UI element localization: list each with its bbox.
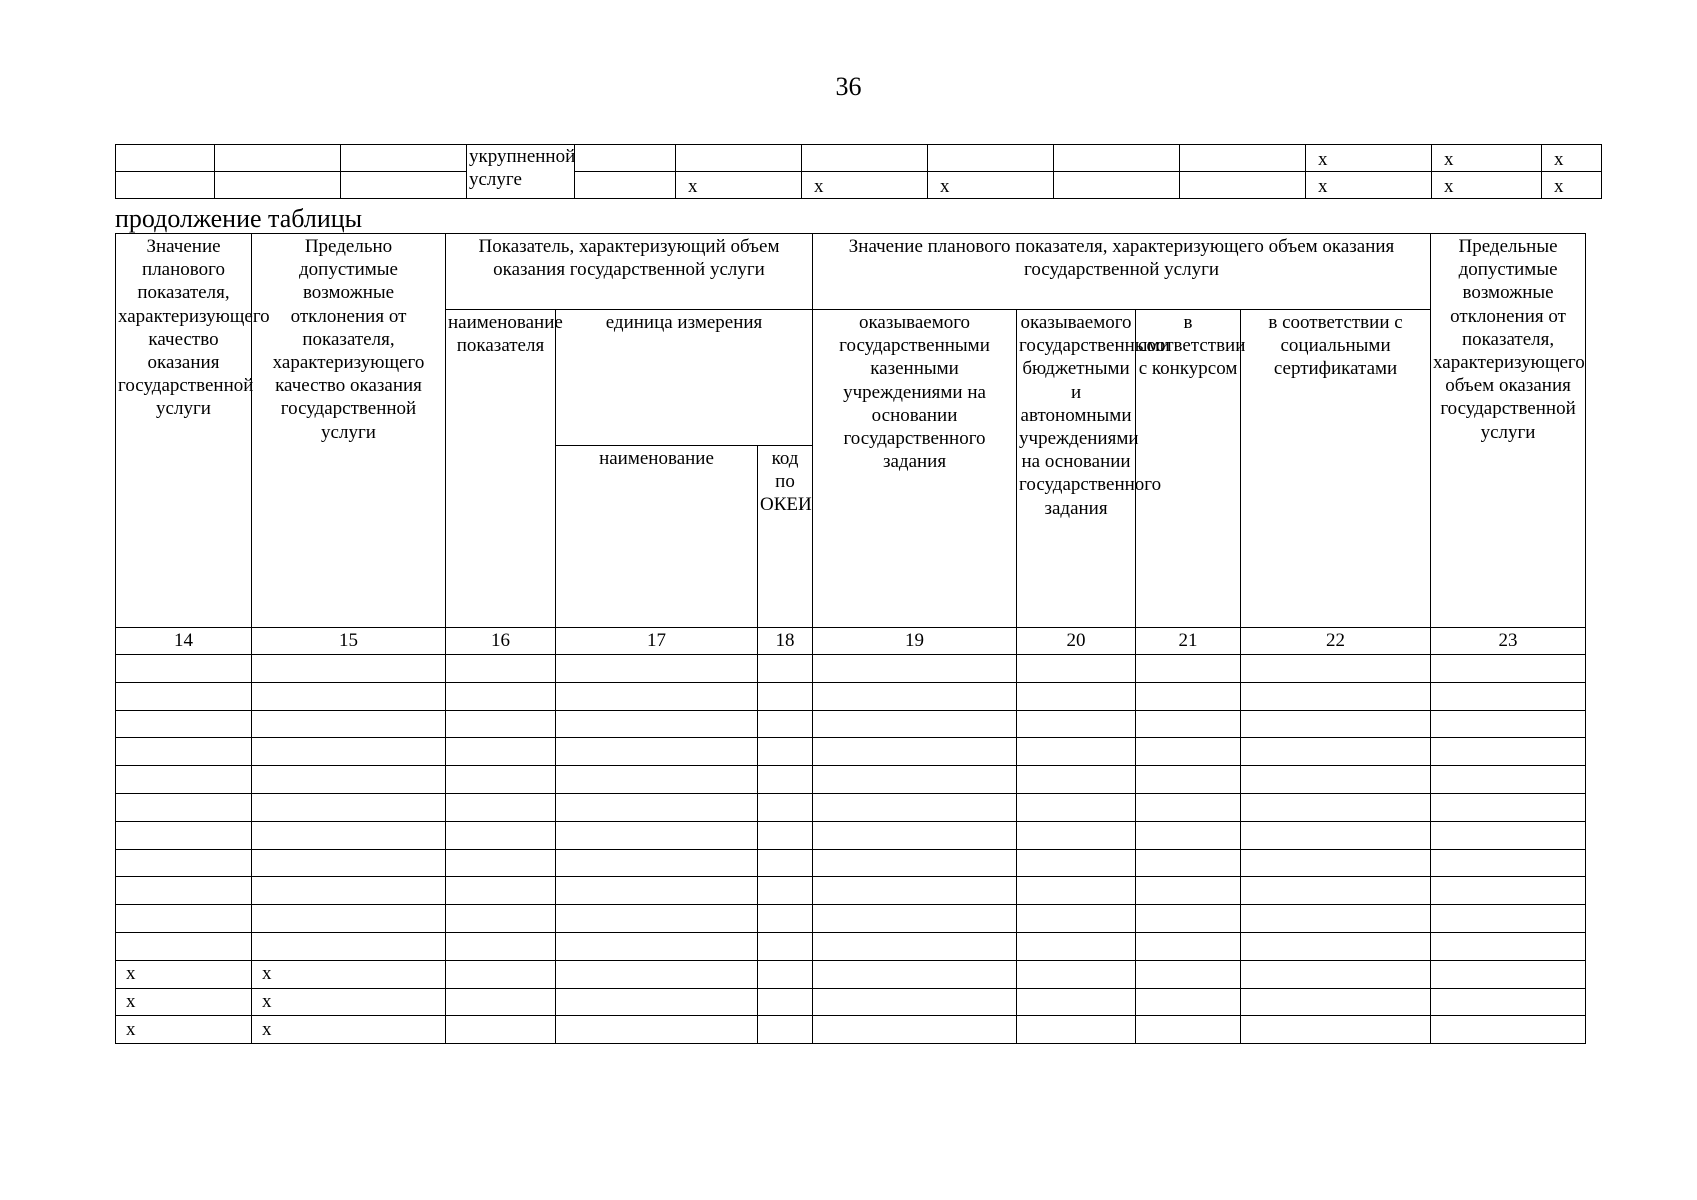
table-cell bbox=[1017, 738, 1136, 766]
table-cell bbox=[1241, 877, 1431, 905]
header-planned-value: Значение планового показателя, характеризующего объем оказания государственной услуги bbox=[813, 234, 1431, 310]
table-cell bbox=[1241, 710, 1431, 738]
table-cell bbox=[116, 738, 252, 766]
column-number: 18 bbox=[758, 628, 813, 655]
table-row bbox=[116, 960, 1586, 988]
table-cell bbox=[758, 1016, 813, 1044]
table-cell bbox=[446, 877, 556, 905]
table-cell bbox=[1017, 655, 1136, 683]
table-cell bbox=[758, 877, 813, 905]
table-cell bbox=[813, 905, 1017, 933]
x-cell: x bbox=[116, 1016, 252, 1044]
table-row bbox=[116, 932, 1586, 960]
table-cell bbox=[446, 655, 556, 683]
table-cell bbox=[1431, 905, 1586, 933]
table-cell bbox=[556, 849, 758, 877]
table-cell bbox=[446, 821, 556, 849]
column-number: 17 bbox=[556, 628, 758, 655]
table-cell bbox=[802, 145, 928, 172]
table-cell bbox=[341, 145, 467, 172]
table-cell bbox=[1136, 766, 1241, 794]
table-cell bbox=[116, 766, 252, 794]
table-row bbox=[116, 766, 1586, 794]
header-col20: оказываемого государственными бюджетными и автономными учреждениями на основании государственного задания bbox=[1017, 310, 1136, 628]
table-cell bbox=[252, 766, 446, 794]
table-cell bbox=[1136, 710, 1241, 738]
table-cell bbox=[446, 1016, 556, 1044]
table-cell bbox=[1431, 960, 1586, 988]
table-cell bbox=[758, 766, 813, 794]
table-cell bbox=[1241, 849, 1431, 877]
table-cell bbox=[252, 849, 446, 877]
table-cell bbox=[556, 988, 758, 1016]
table-cell bbox=[446, 960, 556, 988]
table-cell bbox=[215, 145, 341, 172]
table-cell bbox=[1136, 905, 1241, 933]
header-col22: в соответствии с социальными сертификатами bbox=[1241, 310, 1431, 628]
table-cell bbox=[116, 821, 252, 849]
x-cell: x bbox=[252, 988, 446, 1016]
table-row bbox=[116, 988, 1586, 1016]
table-cell bbox=[252, 682, 446, 710]
table-cell bbox=[1241, 1016, 1431, 1044]
table-cell bbox=[116, 932, 252, 960]
header-col23: Предельные допустимые возможные отклонения от показателя, характеризующего объем оказания государственной услуги bbox=[1431, 234, 1586, 628]
table-cell bbox=[1241, 821, 1431, 849]
x-cell: x bbox=[252, 960, 446, 988]
table-cell bbox=[1431, 932, 1586, 960]
table-row bbox=[116, 710, 1586, 738]
table-cell bbox=[813, 988, 1017, 1016]
table-cell bbox=[1241, 932, 1431, 960]
table-cell bbox=[1136, 932, 1241, 960]
table-cell bbox=[1431, 793, 1586, 821]
table-cell bbox=[813, 655, 1017, 683]
table-cell bbox=[1017, 766, 1136, 794]
table-cell bbox=[446, 682, 556, 710]
x-cell: x bbox=[1306, 145, 1432, 172]
header-col16: наименование показателя bbox=[446, 310, 556, 628]
table-cell bbox=[1431, 655, 1586, 683]
column-number: 15 bbox=[252, 628, 446, 655]
column-number: 19 bbox=[813, 628, 1017, 655]
table-cell bbox=[252, 710, 446, 738]
table-cell bbox=[446, 988, 556, 1016]
table-cell bbox=[813, 849, 1017, 877]
table-cell bbox=[116, 877, 252, 905]
table-cell bbox=[1017, 710, 1136, 738]
x-cell: x bbox=[1542, 145, 1602, 172]
table-row bbox=[116, 1016, 1586, 1044]
header-col14: Значение планового показателя, характеризующего качество оказания государственной услуги bbox=[116, 234, 252, 628]
table-cell bbox=[215, 172, 341, 199]
table-cell bbox=[556, 821, 758, 849]
table-cell bbox=[575, 145, 676, 172]
table-row bbox=[116, 905, 1586, 933]
table-cell bbox=[1136, 988, 1241, 1016]
table-cell bbox=[446, 710, 556, 738]
table-cell bbox=[116, 710, 252, 738]
x-cell: x bbox=[1432, 172, 1542, 199]
table-cell bbox=[758, 738, 813, 766]
table-cell bbox=[1431, 849, 1586, 877]
table-cell bbox=[1054, 145, 1180, 172]
x-cell: x bbox=[802, 172, 928, 199]
table-cell bbox=[928, 145, 1054, 172]
x-cell: x bbox=[252, 1016, 446, 1044]
table-cell bbox=[252, 932, 446, 960]
table-cell bbox=[1431, 738, 1586, 766]
table-cell bbox=[1241, 766, 1431, 794]
table-cell bbox=[813, 1016, 1017, 1044]
x-cell: x bbox=[1432, 145, 1542, 172]
table-cell bbox=[1241, 905, 1431, 933]
table-cell bbox=[446, 849, 556, 877]
header-row-1 bbox=[116, 234, 1586, 310]
top-row bbox=[116, 172, 1602, 199]
table-cell bbox=[758, 821, 813, 849]
main-table bbox=[115, 233, 1586, 1044]
x-cell: x bbox=[676, 172, 802, 199]
table-row bbox=[116, 738, 1586, 766]
table-cell bbox=[1136, 1016, 1241, 1044]
table-cell bbox=[556, 738, 758, 766]
table-cell bbox=[1017, 849, 1136, 877]
table-cell bbox=[446, 905, 556, 933]
table-cell bbox=[813, 710, 1017, 738]
table-cell bbox=[446, 766, 556, 794]
table-cell bbox=[1241, 738, 1431, 766]
table-cell bbox=[1431, 988, 1586, 1016]
table-cell bbox=[758, 905, 813, 933]
header-col21: в соответствии с конкурсом bbox=[1136, 310, 1241, 628]
table-cell bbox=[1017, 877, 1136, 905]
x-cell: x bbox=[116, 988, 252, 1016]
table-cell bbox=[116, 172, 215, 199]
x-cell: x bbox=[116, 960, 252, 988]
table-cell bbox=[116, 655, 252, 683]
table-row bbox=[116, 655, 1586, 683]
table-cell bbox=[116, 682, 252, 710]
table-cell bbox=[813, 738, 1017, 766]
table-cell bbox=[1054, 172, 1180, 199]
table-cell bbox=[1431, 1016, 1586, 1044]
table-row bbox=[116, 793, 1586, 821]
table-cell bbox=[1136, 738, 1241, 766]
table-cell bbox=[575, 172, 676, 199]
table-cell bbox=[813, 682, 1017, 710]
merged-service-cell: укрупненной услуге bbox=[467, 145, 575, 199]
column-number: 20 bbox=[1017, 628, 1136, 655]
table-cell bbox=[813, 877, 1017, 905]
table-cell bbox=[116, 849, 252, 877]
table-cell bbox=[813, 821, 1017, 849]
x-cell: x bbox=[1306, 172, 1432, 199]
table-cell bbox=[758, 849, 813, 877]
table-cell bbox=[1017, 960, 1136, 988]
top-table-fragment bbox=[115, 144, 1602, 199]
table-cell bbox=[813, 766, 1017, 794]
table-cell bbox=[1017, 682, 1136, 710]
table-cell bbox=[758, 988, 813, 1016]
table-cell bbox=[813, 960, 1017, 988]
table-cell bbox=[1241, 960, 1431, 988]
table-cell bbox=[758, 655, 813, 683]
table-cell bbox=[446, 932, 556, 960]
column-number-row bbox=[116, 628, 1586, 655]
table-cell bbox=[556, 877, 758, 905]
table-cell bbox=[116, 145, 215, 172]
table-cell bbox=[1180, 172, 1306, 199]
table-row bbox=[116, 877, 1586, 905]
table-cell bbox=[1241, 988, 1431, 1016]
table-cell bbox=[1431, 682, 1586, 710]
table-cell bbox=[1431, 766, 1586, 794]
table-cell bbox=[556, 682, 758, 710]
table-row bbox=[116, 821, 1586, 849]
header-volume-indicator: Показатель, характеризующий объем оказания государственной услуги bbox=[446, 234, 813, 310]
table-cell bbox=[556, 905, 758, 933]
table-cell bbox=[1241, 655, 1431, 683]
x-cell: x bbox=[1542, 172, 1602, 199]
column-number: 16 bbox=[446, 628, 556, 655]
table-cell bbox=[252, 738, 446, 766]
page-number: 36 bbox=[835, 72, 862, 101]
table-cell bbox=[252, 793, 446, 821]
table-cell bbox=[1431, 710, 1586, 738]
table-cell bbox=[252, 877, 446, 905]
table-cell bbox=[116, 905, 252, 933]
table-cell bbox=[1431, 877, 1586, 905]
column-number: 21 bbox=[1136, 628, 1241, 655]
table-cell bbox=[1017, 821, 1136, 849]
table-cell bbox=[1017, 988, 1136, 1016]
table-cell bbox=[116, 793, 252, 821]
top-row bbox=[116, 145, 1602, 172]
table-cell bbox=[556, 1016, 758, 1044]
table-cell bbox=[556, 655, 758, 683]
table-cell bbox=[1136, 960, 1241, 988]
table-cell bbox=[556, 932, 758, 960]
x-cell: x bbox=[928, 172, 1054, 199]
column-number: 14 bbox=[116, 628, 252, 655]
table-cell bbox=[252, 905, 446, 933]
table-cell bbox=[1180, 145, 1306, 172]
table-cell bbox=[556, 710, 758, 738]
table-cell bbox=[556, 766, 758, 794]
table-cell bbox=[1136, 682, 1241, 710]
table-cell bbox=[1136, 793, 1241, 821]
table-cell bbox=[758, 932, 813, 960]
table-row bbox=[116, 682, 1586, 710]
table-cell bbox=[341, 172, 467, 199]
table-cell bbox=[556, 960, 758, 988]
header-col18: код по ОКЕИ bbox=[758, 446, 813, 628]
header-col17: наименование bbox=[556, 446, 758, 628]
table-cell bbox=[758, 960, 813, 988]
table-cell bbox=[446, 793, 556, 821]
table-row bbox=[116, 849, 1586, 877]
table-cell bbox=[1136, 655, 1241, 683]
table-cell bbox=[813, 793, 1017, 821]
table-cell bbox=[1017, 793, 1136, 821]
header-unit: единица измерения bbox=[556, 310, 813, 446]
table-cell bbox=[1431, 821, 1586, 849]
table-cell bbox=[813, 932, 1017, 960]
column-number: 22 bbox=[1241, 628, 1431, 655]
table-cell bbox=[1017, 1016, 1136, 1044]
column-number: 23 bbox=[1431, 628, 1586, 655]
table-cell bbox=[252, 655, 446, 683]
table-continuation-caption: продолжение таблицы bbox=[115, 204, 363, 233]
table-cell bbox=[1017, 932, 1136, 960]
table-cell bbox=[556, 793, 758, 821]
table-cell bbox=[446, 738, 556, 766]
table-cell bbox=[758, 682, 813, 710]
table-cell bbox=[252, 821, 446, 849]
table-cell bbox=[1136, 821, 1241, 849]
table-cell bbox=[1136, 849, 1241, 877]
table-cell bbox=[676, 145, 802, 172]
header-col19: оказываемого государственными казенными учреждениями на основании государственного задания bbox=[813, 310, 1017, 628]
table-cell bbox=[1136, 877, 1241, 905]
table-cell bbox=[1241, 793, 1431, 821]
header-col15: Предельно допустимые возможные отклонения от показателя, характеризующего качество оказания государственной услуги bbox=[252, 234, 446, 628]
table-cell bbox=[1017, 905, 1136, 933]
table-cell bbox=[1241, 682, 1431, 710]
table-cell bbox=[758, 710, 813, 738]
table-cell bbox=[758, 793, 813, 821]
